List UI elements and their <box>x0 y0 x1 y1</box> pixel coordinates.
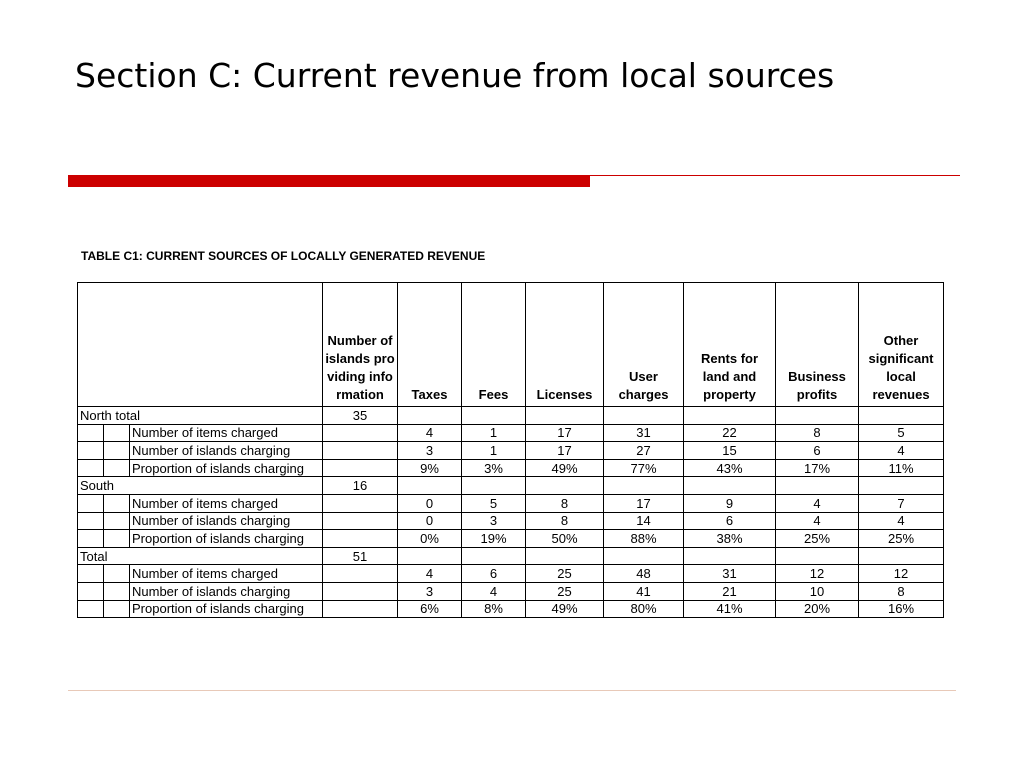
value-cell: 7 <box>859 494 944 512</box>
indent-cell <box>104 442 130 460</box>
footer-rule <box>68 690 956 691</box>
empty-cell <box>604 547 684 565</box>
value-cell: 21 <box>684 582 776 600</box>
value-cell: 31 <box>684 565 776 583</box>
empty-cell <box>398 477 462 495</box>
row-label-cell: Proportion of islands charging <box>130 600 323 618</box>
value-cell: 49% <box>526 600 604 618</box>
empty-cell <box>398 407 462 425</box>
empty-cell <box>398 547 462 565</box>
value-cell: 4 <box>776 512 859 530</box>
value-cell: 9 <box>684 494 776 512</box>
group-name-cell: North total <box>78 407 323 425</box>
value-cell: 11% <box>859 459 944 477</box>
value-cell: 5 <box>859 424 944 442</box>
row-label-cell: Proportion of islands charging <box>130 530 323 548</box>
value-cell: 4 <box>859 512 944 530</box>
value-cell: 31 <box>604 424 684 442</box>
value-cell: 9% <box>398 459 462 477</box>
value-cell: 88% <box>604 530 684 548</box>
value-cell: 6% <box>398 600 462 618</box>
island-count-cell: 51 <box>323 547 398 565</box>
empty-cell <box>776 547 859 565</box>
table-row <box>78 424 944 442</box>
column-header: Taxes <box>398 283 462 407</box>
value-cell: 1 <box>462 442 526 460</box>
indent-cell <box>78 512 104 530</box>
value-cell: 4 <box>462 582 526 600</box>
empty-cell <box>859 547 944 565</box>
column-header: Fees <box>462 283 526 407</box>
column-header: User charges <box>604 283 684 407</box>
indent-cell <box>78 424 104 442</box>
table-row <box>78 442 944 460</box>
table-row <box>78 494 944 512</box>
value-cell: 49% <box>526 459 604 477</box>
indent-cell <box>104 582 130 600</box>
value-cell: 6 <box>462 565 526 583</box>
value-cell: 8% <box>462 600 526 618</box>
empty-cell <box>323 424 398 442</box>
row-label-cell: Number of items charged <box>130 424 323 442</box>
value-cell: 0% <box>398 530 462 548</box>
value-cell: 48 <box>604 565 684 583</box>
table-group-row <box>78 477 944 495</box>
empty-cell <box>684 477 776 495</box>
empty-cell <box>323 600 398 618</box>
column-header: Other significant local revenues <box>859 283 944 407</box>
indent-cell <box>78 459 104 477</box>
empty-cell <box>526 547 604 565</box>
value-cell: 17 <box>526 424 604 442</box>
empty-cell <box>323 494 398 512</box>
value-cell: 43% <box>684 459 776 477</box>
value-cell: 1 <box>462 424 526 442</box>
indent-cell <box>104 530 130 548</box>
empty-cell <box>462 477 526 495</box>
empty-cell <box>776 407 859 425</box>
value-cell: 8 <box>526 512 604 530</box>
accent-bar <box>68 175 590 187</box>
indent-cell <box>78 600 104 618</box>
group-name-cell: Total <box>78 547 323 565</box>
empty-cell <box>323 459 398 477</box>
table-row <box>78 459 944 477</box>
value-cell: 3 <box>462 512 526 530</box>
indent-cell <box>104 512 130 530</box>
indent-cell <box>104 565 130 583</box>
row-label-cell: Number of islands charging <box>130 442 323 460</box>
empty-cell <box>323 565 398 583</box>
value-cell: 3 <box>398 442 462 460</box>
empty-cell <box>776 477 859 495</box>
value-cell: 12 <box>859 565 944 583</box>
value-cell: 5 <box>462 494 526 512</box>
value-cell: 27 <box>604 442 684 460</box>
value-cell: 17 <box>526 442 604 460</box>
column-header: Rents for land and property <box>684 283 776 407</box>
value-cell: 50% <box>526 530 604 548</box>
value-cell: 20% <box>776 600 859 618</box>
value-cell: 25 <box>526 565 604 583</box>
empty-cell <box>684 547 776 565</box>
value-cell: 16% <box>859 600 944 618</box>
value-cell: 25% <box>776 530 859 548</box>
column-header: Licenses <box>526 283 604 407</box>
value-cell: 25 <box>526 582 604 600</box>
group-name-cell: South <box>78 477 323 495</box>
table-body <box>78 407 944 618</box>
empty-cell <box>526 407 604 425</box>
empty-cell <box>604 477 684 495</box>
value-cell: 19% <box>462 530 526 548</box>
value-cell: 0 <box>398 512 462 530</box>
table-row <box>78 530 944 548</box>
indent-cell <box>78 494 104 512</box>
value-cell: 22 <box>684 424 776 442</box>
indent-cell <box>104 459 130 477</box>
value-cell: 12 <box>776 565 859 583</box>
table-row <box>78 600 944 618</box>
value-cell: 17% <box>776 459 859 477</box>
value-cell: 6 <box>684 512 776 530</box>
table-header-row <box>78 283 944 407</box>
value-cell: 8 <box>776 424 859 442</box>
value-cell: 8 <box>526 494 604 512</box>
empty-cell <box>604 407 684 425</box>
indent-cell <box>78 442 104 460</box>
revenue-table <box>77 282 944 618</box>
indent-cell <box>104 424 130 442</box>
value-cell: 17 <box>604 494 684 512</box>
table-row <box>78 582 944 600</box>
row-label-cell: Number of islands charging <box>130 512 323 530</box>
value-cell: 4 <box>398 565 462 583</box>
row-label-cell: Number of islands charging <box>130 582 323 600</box>
row-label-cell: Number of items charged <box>130 565 323 583</box>
value-cell: 3% <box>462 459 526 477</box>
value-cell: 41% <box>684 600 776 618</box>
indent-cell <box>78 565 104 583</box>
empty-cell <box>859 407 944 425</box>
value-cell: 15 <box>684 442 776 460</box>
empty-cell <box>323 512 398 530</box>
indent-cell <box>78 530 104 548</box>
value-cell: 80% <box>604 600 684 618</box>
value-cell: 77% <box>604 459 684 477</box>
empty-cell <box>323 530 398 548</box>
table-group-row <box>78 407 944 425</box>
value-cell: 10 <box>776 582 859 600</box>
table-group-row <box>78 547 944 565</box>
island-count-cell: 35 <box>323 407 398 425</box>
indent-cell <box>104 494 130 512</box>
empty-cell <box>323 582 398 600</box>
empty-cell <box>859 477 944 495</box>
value-cell: 14 <box>604 512 684 530</box>
value-cell: 6 <box>776 442 859 460</box>
slide-title: Section C: Current revenue from local sources <box>75 56 835 95</box>
value-cell: 38% <box>684 530 776 548</box>
value-cell: 25% <box>859 530 944 548</box>
column-header: Business profits <box>776 283 859 407</box>
column-header: Number of islands providing information <box>323 283 398 407</box>
accent-line <box>590 175 960 176</box>
indent-cell <box>104 600 130 618</box>
empty-cell <box>526 477 604 495</box>
value-cell: 41 <box>604 582 684 600</box>
value-cell: 4 <box>398 424 462 442</box>
value-cell: 4 <box>859 442 944 460</box>
table-row <box>78 565 944 583</box>
indent-cell <box>78 582 104 600</box>
value-cell: 3 <box>398 582 462 600</box>
empty-cell <box>462 407 526 425</box>
value-cell: 8 <box>859 582 944 600</box>
empty-cell <box>462 547 526 565</box>
row-label-cell: Number of items charged <box>130 494 323 512</box>
empty-cell <box>684 407 776 425</box>
table-caption: TABLE C1: CURRENT SOURCES OF LOCALLY GENERATED REVENUE <box>81 249 486 263</box>
island-count-cell: 16 <box>323 477 398 495</box>
table-row <box>78 512 944 530</box>
value-cell: 4 <box>776 494 859 512</box>
row-label-cell: Proportion of islands charging <box>130 459 323 477</box>
value-cell: 0 <box>398 494 462 512</box>
header-blank-cell <box>78 283 323 407</box>
empty-cell <box>323 442 398 460</box>
